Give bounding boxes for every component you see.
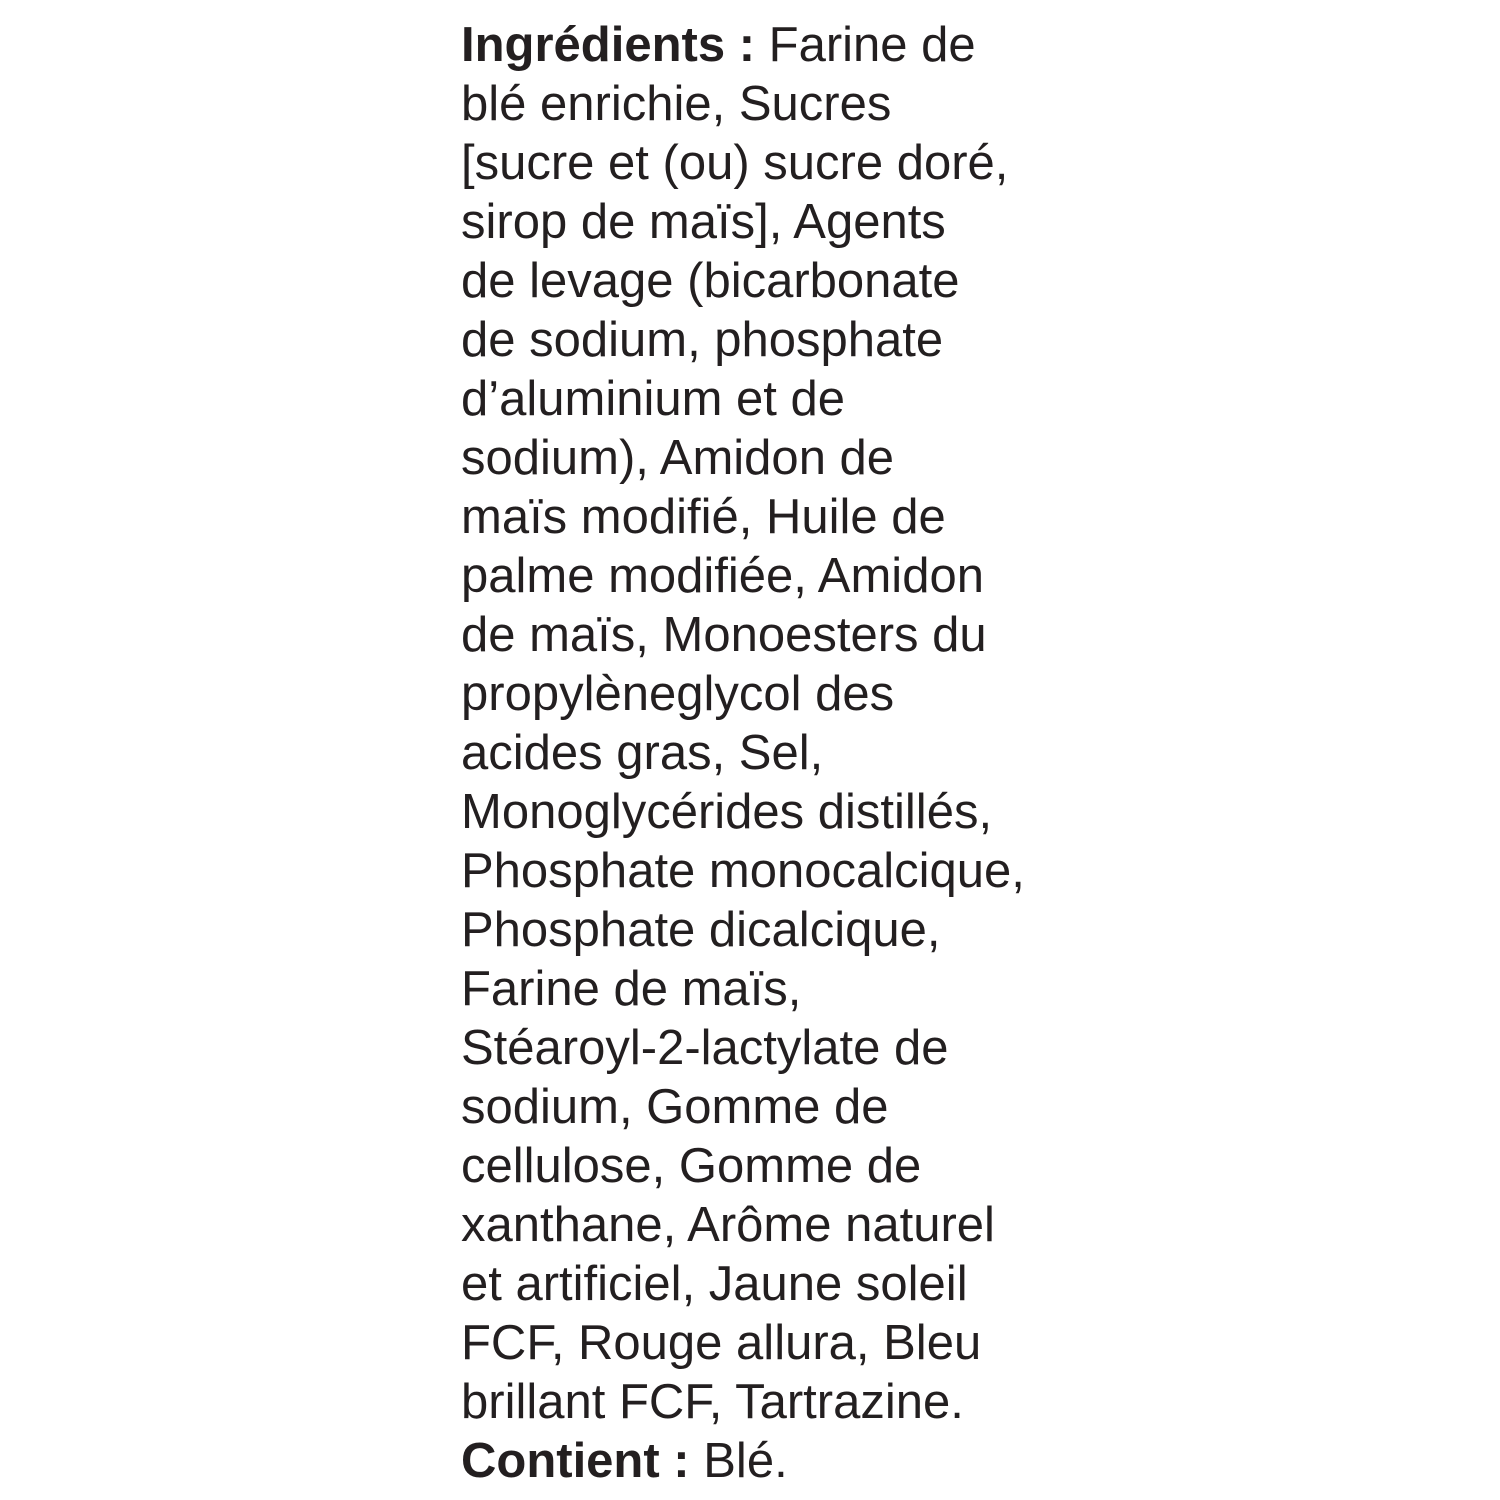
ingredients-line: maïs modifié, Huile de — [461, 490, 946, 544]
ingredients-line: Monoglycérides distillés, — [461, 785, 993, 839]
ingredients-heading: Ingrédients : — [461, 18, 756, 72]
ingredients-line: xanthane, Arôme naturel — [461, 1198, 995, 1252]
ingredients-line: sirop de maïs], Agents — [461, 195, 946, 249]
ingredients-label — [461, 16, 1061, 1491]
ingredients-line: propylèneglycol des — [461, 667, 895, 721]
ingredients-line: Farine de maïs, — [461, 962, 802, 1016]
ingredients-line-1 — [461, 16, 1061, 75]
ingredients-line: Phosphate dicalcique, — [461, 903, 941, 957]
ingredients-line: sodium, Gomme de — [461, 1080, 889, 1134]
ingredients-line: Phosphate monocalcique, — [461, 844, 1025, 898]
contains-line — [461, 1432, 1061, 1491]
ingredients-line: cellulose, Gomme de — [461, 1139, 922, 1193]
ingredients-line: de levage (bicarbonate — [461, 254, 960, 308]
contains-heading: Contient : — [461, 1434, 690, 1488]
ingredients-line: sodium), Amidon de — [461, 431, 895, 485]
ingredients-line: palme modifiée, Amidon — [461, 549, 984, 603]
ingredients-line: et artificiel, Jaune soleil — [461, 1257, 968, 1311]
ingredients-line: Stéaroyl-2-lactylate de — [461, 1021, 949, 1075]
ingredients-line: de maïs, Monoesters du — [461, 608, 987, 662]
ingredients-line: FCF, Rouge allura, Bleu — [461, 1316, 982, 1370]
contains-value: Blé. — [703, 1434, 788, 1488]
ingredients-line: blé enrichie, Sucres — [461, 77, 892, 131]
ingredients-text: Farine de — [768, 18, 976, 72]
ingredients-line: [sucre et (ou) sucre doré, — [461, 136, 1009, 190]
ingredients-line: brillant FCF, Tartrazine. — [461, 1375, 964, 1429]
ingredients-line: de sodium, phosphate — [461, 313, 944, 367]
ingredients-line: d’aluminium et de — [461, 372, 846, 426]
ingredients-line: acides gras, Sel, — [461, 726, 824, 780]
